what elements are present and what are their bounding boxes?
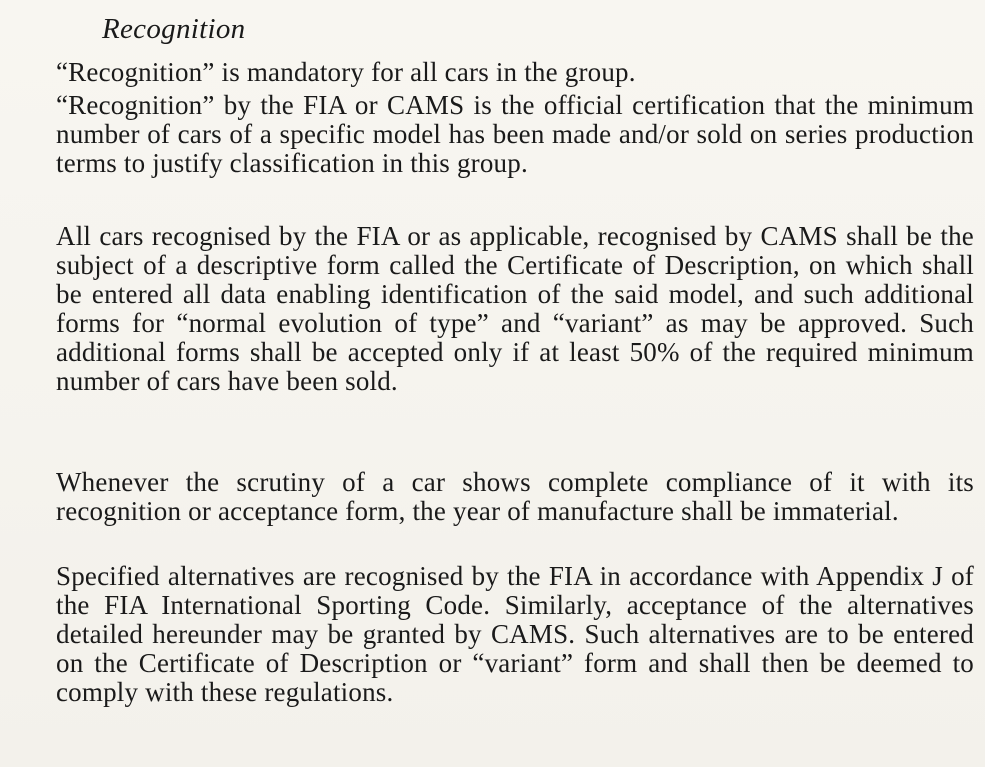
paragraph-alternatives: Specified alternatives are recognised by the FIA in accordance with Appendix J of the FIA International Sporting Code. Similarly, acceptance of the alternatives detailed hereunder may be granted by CAMS. Such alternatives are to be entered on the Certificate of Description or “variant” form and shall then be deemed to comply with these regulations.: [56, 561, 974, 707]
section-heading: Recognition: [102, 13, 246, 45]
paragraph-definition: “Recognition” by the FIA or CAMS is the official certification that the minimum number of cars of a specific model has been made and/or sold on series production terms to justify classification in this group.: [56, 90, 974, 178]
paragraph-scrutiny: Whenever the scrutiny of a car shows complete compliance of it with its recognition or acceptance form, the year of manufacture shall be immaterial.: [56, 467, 974, 526]
paragraph-certificate: All cars recognised by the FIA or as applicable, recognised by CAMS shall be the subject of a descriptive form called the Certificate of Description, on which shall be entered all data enabling identification of the said model, and such additional forms for “normal evolution of type” and “variant” as may be approved. Such additional forms shall be accepted only if at least 50% of the required minimum number of cars have been sold.: [56, 221, 974, 396]
paragraph-mandatory: “Recognition” is mandatory for all cars in the group.: [56, 57, 636, 87]
